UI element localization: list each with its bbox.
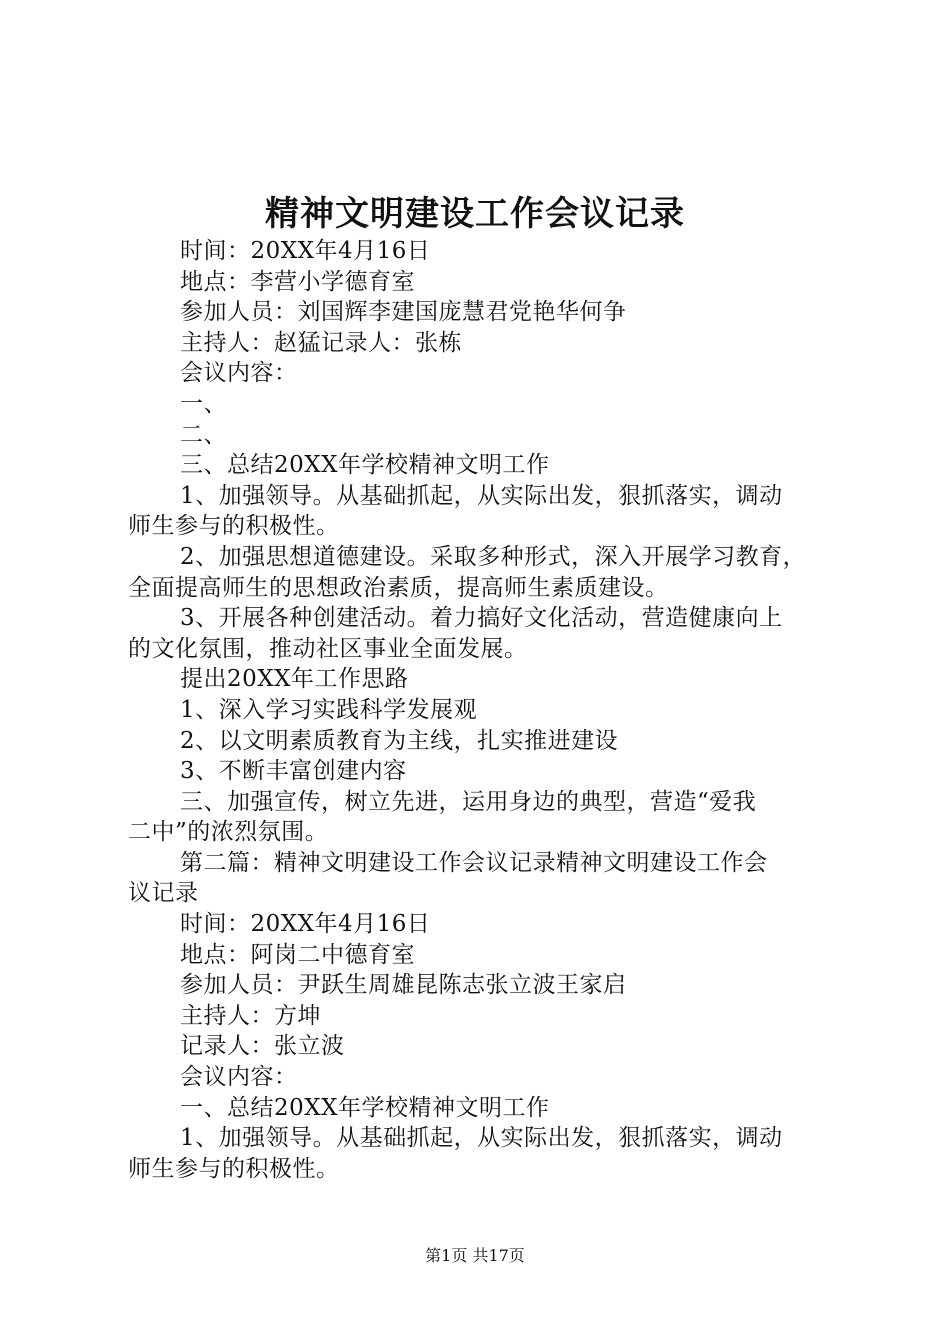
body-line: 一、 xyxy=(180,390,227,417)
body-line: 3、不断丰富创建内容 xyxy=(180,758,407,785)
body-line: 地点：阿岗二中德育室 xyxy=(180,941,415,968)
body-line: 主持人：赵猛记录人：张栋 xyxy=(180,329,462,356)
page-number-footer: 第1页 共17页 xyxy=(425,1246,525,1265)
body-line: 参加人员：尹跃生周雄昆陈志张立波王家启 xyxy=(180,972,627,999)
body-line: 师生参与的积极性。 xyxy=(128,513,340,540)
body-line: 1、深入学习实践科学发展观 xyxy=(180,696,478,723)
body-line: 3、开展各种创建活动。着力搞好文化活动，营造健康向上 xyxy=(180,605,783,632)
body-line: 提出20XX年工作思路 xyxy=(180,666,409,693)
body-line: 2、以文明素质教育为主线，扎实推进建设 xyxy=(180,727,619,754)
body-line: 2、加强思想道德建设。采取多种形式，深入开展学习教育， xyxy=(180,543,807,570)
body-line: 二中”的浓烈氛围。 xyxy=(128,819,329,846)
body-line: 师生参与的积极性。 xyxy=(128,1155,340,1182)
body-line: 第二篇：精神文明建设工作会议记录精神文明建设工作会 xyxy=(180,849,768,876)
body-line: 主持人：方坤 xyxy=(180,1002,321,1029)
body-line: 1、加强领导。从基础抓起，从实际出发，狠抓落实，调动 xyxy=(180,482,783,509)
body-line: 会议内容： xyxy=(180,360,298,387)
body-line: 1、加强领导。从基础抓起，从实际出发，狠抓落实，调动 xyxy=(180,1125,783,1152)
body-line: 参加人员：刘国辉李建国庞慧君党艳华何争 xyxy=(180,299,627,326)
body-line: 二、 xyxy=(180,421,227,448)
body-line: 会议内容： xyxy=(180,1064,298,1091)
body-line: 议记录 xyxy=(128,880,199,907)
body-line: 三、加强宣传，树立先进，运用身边的典型，营造“爱我 xyxy=(180,788,757,815)
body-line: 时间：20XX年4月16日 xyxy=(180,238,431,264)
body-line: 全面提高师生的思想政治素质，提高师生素质建设。 xyxy=(128,574,669,601)
body-line: 地点：李营小学德育室 xyxy=(180,268,415,295)
body-line: 三、总结20XX年学校精神文明工作 xyxy=(180,452,550,479)
body-line: 时间：20XX年4月16日 xyxy=(180,911,431,938)
body-line: 的文化氛围，推动社区事业全面发展。 xyxy=(128,635,528,662)
document-body xyxy=(128,236,834,1184)
document-title: 精神文明建设工作会议记录 xyxy=(265,194,685,234)
body-line: 一、总结20XX年学校精神文明工作 xyxy=(180,1094,550,1121)
body-line: 记录人：张立波 xyxy=(180,1033,345,1060)
